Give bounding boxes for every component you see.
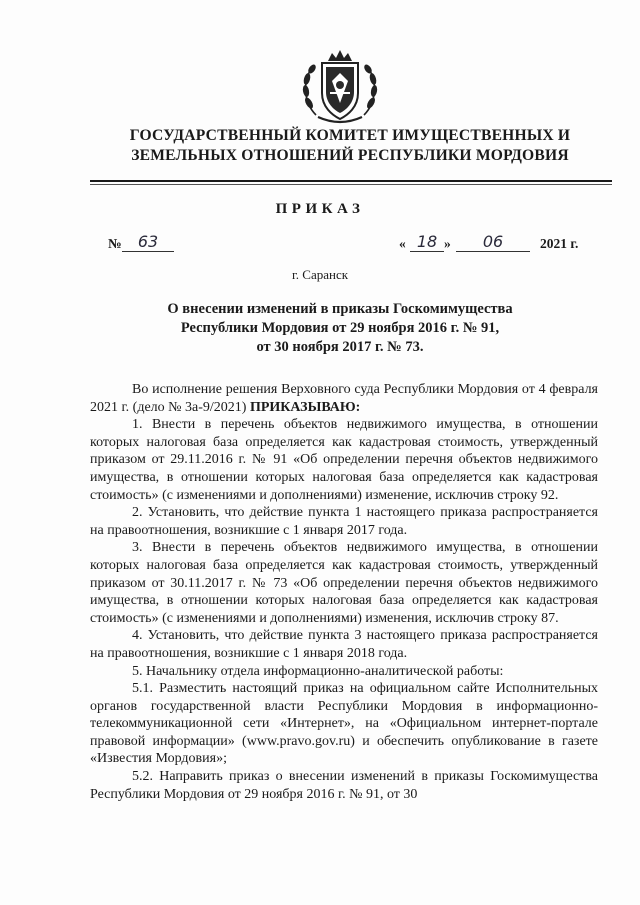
paragraph-1: 1. Внести в перечень объектов недвижимого имущества, в отношении которых налоговая база определяется как кадастровая стоимость, утвержденный приказом от 29.11.2016 г. № 91 «Об определении перечня объектов недвижимого имущества, в отношении которых налоговая база определяется как кадастровая стоимость» (с изменениями и дополнениями) изменение, исключив строку 92. <box>90 417 598 503</box>
order-number-date-row <box>0 232 640 256</box>
order-directive: ПРИКАЗЫВАЮ: <box>249 399 361 415</box>
order-day-value: 18 <box>410 232 444 252</box>
subject-line-1: О внесении изменений в приказы Госкомимущества <box>167 301 513 317</box>
date-quote-open: « <box>399 236 406 251</box>
place-of-issue: г. Саранск <box>291 267 349 282</box>
org-line-2: ЗЕМЕЛЬНЫХ ОТНОШЕНИЙ РЕСПУБЛИКИ МОРДОВИЯ <box>131 147 569 164</box>
paragraph-5-2: 5.2. Направить приказ о внесении изменений в приказы Госкомимущества Республики Мордовия от 29 ноября 2016 г. № 91, от 30 <box>90 769 598 802</box>
order-month-value: 06 <box>456 232 530 252</box>
header-rule-thin <box>90 184 612 185</box>
header-rule-thick <box>90 180 612 182</box>
order-body <box>90 381 598 803</box>
order-subject <box>120 300 560 357</box>
date-quote-close: » <box>444 236 451 251</box>
intro-text: Во исполнение решения Верховного суда Республики Мордовия от 4 февраля 2021 г. (дело № 3а-9/2021) <box>90 382 598 415</box>
coat-of-arms-icon <box>298 45 382 129</box>
intro-paragraph <box>90 381 598 416</box>
order-year: 2021 г. <box>540 236 579 251</box>
subject-line-2: Республики Мордовия от 29 ноября 2016 г. № 91, <box>180 320 500 336</box>
issuing-authority <box>80 126 620 166</box>
subject-line-3: от 30 ноября 2017 г. № 73. <box>256 339 424 355</box>
document-type: ПРИКАЗ <box>275 201 365 217</box>
paragraph-5-1: 5.1. Разместить настоящий приказ на официальном сайте Исполнительных органов государственной власти Республики Мордовия в информационно-телекоммуникационной сети «Интернет», на «Официальном интернет-портале правовой информации» (www.pravo.gov.ru) и обеспечить опубликование в газете «Известия Мордовия»; <box>90 681 598 767</box>
paragraph-5: 5. Начальнику отдела информационно-аналитической работы: <box>132 663 504 679</box>
order-number-value: 63 <box>122 232 174 252</box>
paragraph-4: 4. Установить, что действие пункта 3 настоящего приказа распространяется на правоотношения, возникшие с 1 января 2018 года. <box>90 628 598 661</box>
paragraph-2: 2. Установить, что действие пункта 1 настоящего приказа распространяется на правоотношения, возникшие с 1 января 2017 года. <box>90 505 598 538</box>
number-sign: № <box>108 236 122 251</box>
paragraph-3: 3. Внести в перечень объектов недвижимого имущества, в отношении которых налоговая база определяется как кадастровая стоимость, утвержденный приказом от 30.11.2017 г. № 73 «Об определении перечня объектов недвижимого имущества, в отношении которых налоговая база определяется как кадастровая стоимость» (с изменениями и дополнениями) изменения, исключив строку 87. <box>90 540 598 626</box>
org-line-1: ГОСУДАРСТВЕННЫЙ КОМИТЕТ ИМУЩЕСТВЕННЫХ И <box>129 127 571 144</box>
